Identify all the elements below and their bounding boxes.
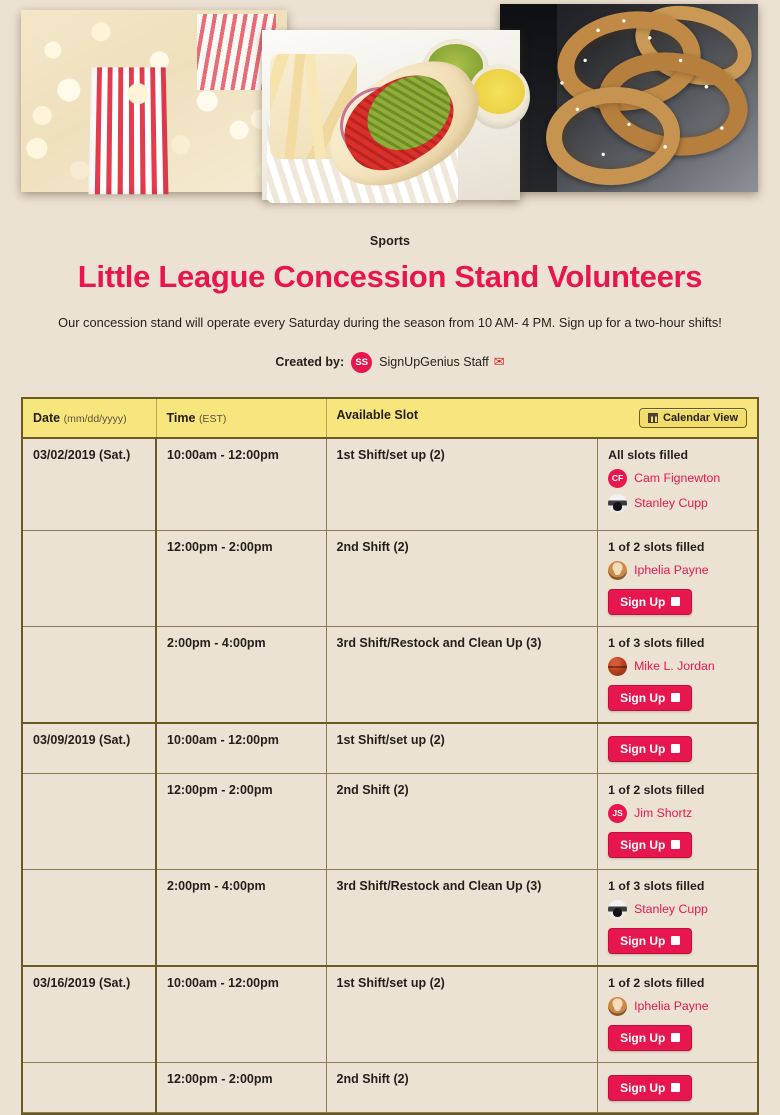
table-row bbox=[23, 869, 757, 966]
signee bbox=[608, 657, 747, 676]
cell-slot: 2nd Shift (2) bbox=[326, 773, 598, 869]
slot-status: 1 of 2 slots filled bbox=[608, 782, 705, 797]
cell-time: 10:00am - 12:00pm bbox=[156, 966, 326, 1063]
checkbox-icon bbox=[671, 1033, 680, 1042]
cell-time: 12:00pm - 2:00pm bbox=[156, 530, 326, 626]
table-row bbox=[23, 438, 757, 531]
sign-up-button[interactable] bbox=[608, 589, 692, 615]
cell-signup bbox=[598, 1062, 757, 1112]
column-header-time bbox=[156, 399, 326, 438]
cell-slot: 3rd Shift/Restock and Clean Up (3) bbox=[326, 869, 598, 966]
sign-up-label: Sign Up bbox=[620, 594, 666, 609]
cell-time: 2:00pm - 4:00pm bbox=[156, 626, 326, 723]
cell-signup bbox=[598, 869, 757, 966]
cell-slot: 3rd Shift/Restock and Clean Up (3) bbox=[326, 626, 598, 723]
sign-up-label: Sign Up bbox=[620, 690, 666, 705]
cell-date: 03/16/2019 (Sat.) bbox=[23, 966, 156, 1063]
sign-up-label: Sign Up bbox=[620, 933, 666, 948]
cell-signup bbox=[598, 723, 757, 774]
cell-date bbox=[23, 626, 156, 723]
column-header-date-format: (mm/dd/yyyy) bbox=[63, 412, 127, 425]
page-description: Our concession stand will operate every Saturday during the season from 10 AM- 4 PM. Sign up for a two-hour shifts! bbox=[58, 314, 722, 330]
envelope-icon[interactable]: ✉ bbox=[493, 354, 505, 370]
creator-avatar: SS bbox=[351, 352, 372, 373]
checkbox-icon bbox=[671, 744, 680, 753]
column-header-slot-label: Available Slot bbox=[336, 407, 419, 422]
hotdog-photo bbox=[262, 30, 520, 200]
pretzel-photo bbox=[500, 4, 758, 192]
calendar-view-button[interactable] bbox=[639, 408, 747, 428]
table-row bbox=[23, 966, 757, 1063]
sign-up-button[interactable] bbox=[608, 736, 692, 762]
sign-up-button[interactable] bbox=[608, 1075, 692, 1101]
created-by-label: Created by: bbox=[275, 355, 345, 370]
cell-signup bbox=[598, 438, 757, 531]
column-header-time-zone: (EST) bbox=[198, 412, 227, 425]
cell-slot: 1st Shift/set up (2) bbox=[326, 723, 598, 774]
signee bbox=[608, 469, 747, 488]
category-label: Sports bbox=[369, 234, 411, 248]
sign-up-button[interactable] bbox=[608, 685, 692, 711]
checkbox-icon bbox=[671, 936, 680, 945]
sign-up-label: Sign Up bbox=[620, 741, 666, 756]
cell-date: 03/02/2019 (Sat.) bbox=[23, 438, 156, 531]
cell-date bbox=[23, 1062, 156, 1112]
signee bbox=[608, 494, 747, 513]
table-header-row bbox=[23, 399, 757, 438]
sign-up-label: Sign Up bbox=[620, 837, 666, 852]
cell-date: 03/09/2019 (Sat.) bbox=[23, 723, 156, 774]
checkbox-icon bbox=[671, 693, 680, 702]
signee-name[interactable]: Iphelia Payne bbox=[634, 563, 709, 578]
signee bbox=[608, 997, 747, 1016]
photo-banner bbox=[0, 0, 780, 210]
avatar bbox=[608, 997, 627, 1016]
cell-slot: 2nd Shift (2) bbox=[326, 1062, 598, 1112]
cell-date bbox=[23, 530, 156, 626]
cell-time: 10:00am - 12:00pm bbox=[156, 438, 326, 531]
cell-date bbox=[23, 869, 156, 966]
signee bbox=[608, 561, 747, 580]
signup-table bbox=[23, 399, 757, 1113]
cell-signup bbox=[598, 626, 757, 723]
sign-up-label: Sign Up bbox=[620, 1030, 666, 1045]
table-row bbox=[23, 773, 757, 869]
cell-time: 12:00pm - 2:00pm bbox=[156, 1062, 326, 1112]
cell-time: 2:00pm - 4:00pm bbox=[156, 869, 326, 966]
avatar bbox=[608, 900, 627, 919]
avatar: JS bbox=[608, 804, 627, 823]
table-row bbox=[23, 723, 757, 774]
created-by bbox=[0, 352, 780, 373]
signee bbox=[608, 900, 747, 919]
sign-up-label: Sign Up bbox=[620, 1080, 666, 1095]
column-header-date-label: Date bbox=[33, 410, 61, 425]
checkbox-icon bbox=[671, 597, 680, 606]
slot-status: All slots filled bbox=[608, 447, 689, 462]
slot-status: 1 of 3 slots filled bbox=[608, 635, 705, 650]
table-body bbox=[23, 438, 757, 1113]
sign-up-button[interactable] bbox=[608, 832, 692, 858]
cell-signup bbox=[598, 966, 757, 1063]
calendar-view-label: Calendar View bbox=[663, 411, 738, 424]
cell-date bbox=[23, 773, 156, 869]
calendar-icon bbox=[648, 413, 658, 423]
avatar bbox=[608, 561, 627, 580]
slot-status: 1 of 2 slots filled bbox=[608, 975, 705, 990]
signee-name[interactable]: Jim Shortz bbox=[634, 806, 693, 821]
signee-name[interactable]: Stanley Cupp bbox=[634, 496, 708, 511]
signee-name[interactable]: Iphelia Payne bbox=[634, 999, 709, 1014]
table-row bbox=[23, 626, 757, 723]
table-head bbox=[23, 399, 757, 438]
column-header-time-label: Time bbox=[166, 410, 196, 425]
signee-name[interactable]: Stanley Cupp bbox=[634, 902, 708, 917]
slot-status: 1 of 2 slots filled bbox=[608, 539, 705, 554]
signup-table-wrapper bbox=[21, 397, 759, 1115]
table-row bbox=[23, 1062, 757, 1112]
cell-slot: 1st Shift/set up (2) bbox=[326, 966, 598, 1063]
avatar bbox=[608, 657, 627, 676]
cell-signup bbox=[598, 773, 757, 869]
cell-slot: 2nd Shift (2) bbox=[326, 530, 598, 626]
checkbox-icon bbox=[671, 840, 680, 849]
avatar: CF bbox=[608, 469, 627, 488]
signee-name[interactable]: Cam Fignewton bbox=[634, 471, 721, 486]
signee bbox=[608, 804, 747, 823]
creator-name: SignUpGenius Staff bbox=[379, 355, 489, 370]
column-header-slot bbox=[326, 399, 757, 438]
checkbox-icon bbox=[671, 1083, 680, 1092]
table-row bbox=[23, 530, 757, 626]
avatar bbox=[608, 494, 627, 513]
slot-status: 1 of 3 slots filled bbox=[608, 878, 705, 893]
sign-up-button[interactable] bbox=[608, 928, 692, 954]
cell-signup bbox=[598, 530, 757, 626]
cell-time: 12:00pm - 2:00pm bbox=[156, 773, 326, 869]
signee-name[interactable]: Mike L. Jordan bbox=[634, 659, 715, 674]
page-title: Little League Concession Stand Volunteers bbox=[77, 259, 703, 294]
sign-up-button[interactable] bbox=[608, 1025, 692, 1051]
cell-slot: 1st Shift/set up (2) bbox=[326, 438, 598, 531]
column-header-date bbox=[23, 399, 156, 438]
popcorn-photo bbox=[21, 10, 287, 192]
cell-time: 10:00am - 12:00pm bbox=[156, 723, 326, 774]
